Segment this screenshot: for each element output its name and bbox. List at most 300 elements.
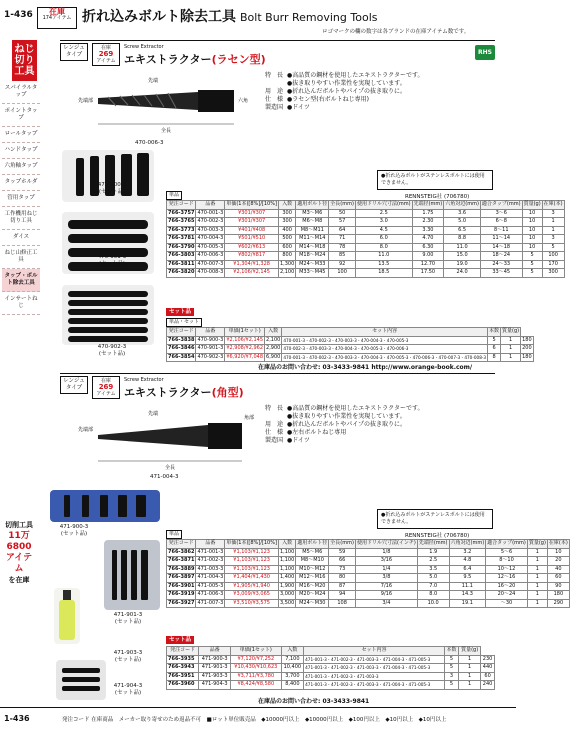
order-code-cell[interactable]: 766-3901 [168, 582, 195, 589]
photo7-note: (セット品) [114, 690, 142, 696]
diagram-right-label: 六角 [238, 98, 249, 104]
table-cell: ¥401/¥408 [225, 226, 279, 235]
table-cell: M18～M24 [296, 252, 329, 261]
table-cell: 470-901-3 [197, 345, 224, 351]
table-cell: 1,100 [279, 557, 295, 563]
table-cell: 57 [329, 218, 356, 227]
table-cell: 1 [527, 565, 547, 574]
photo4-note: (セット品) [60, 531, 88, 537]
table-cell: ¥7,120/¥7,252 [231, 655, 282, 664]
table-cell: 471-006-3 [197, 591, 224, 597]
table-cell: 2,900 [266, 345, 281, 351]
table-row [167, 235, 565, 244]
table-header-row [167, 540, 570, 549]
section1-stock-box [92, 43, 120, 66]
order-code-cell[interactable]: 766-3919 [168, 591, 195, 597]
order-code-cell[interactable]: 766-3871 [168, 557, 195, 563]
spec-key: 仕 様 [265, 429, 284, 436]
photo3-caption [92, 344, 132, 358]
table-cell: 24.0 [444, 269, 481, 278]
set-photo-471-900 [50, 490, 160, 522]
table-cell: 10 [522, 209, 542, 218]
table-cell: 11.1 [449, 582, 486, 591]
table-cell: 5 [522, 260, 542, 269]
table-cell: 10 [547, 548, 569, 557]
table-cell: 470-001-3・470-002-3・470-003-3・470-004-3・470-005-3 [282, 336, 488, 345]
table-cell: 3/16 [355, 557, 417, 566]
table-cell: 170 [542, 260, 564, 269]
table-cell: 16～20 [486, 582, 528, 591]
table-cell: 59 [329, 548, 356, 557]
table-cell: ¥3,009/¥3,065 [225, 591, 279, 600]
table-header-cell: 品番 [196, 201, 225, 210]
order-code-cell[interactable]: 766-3960 [167, 681, 199, 690]
order-code-cell[interactable]: 766-3846 [168, 345, 195, 351]
spec-row [265, 405, 424, 413]
table-row [167, 557, 570, 566]
table-cell: 300 [278, 218, 295, 227]
table-cell: 7.0 [417, 582, 449, 591]
table-cell: 5.0 [444, 218, 481, 227]
table-cell: 471-904-3 [199, 681, 231, 690]
table-cell: M24～M33 [296, 260, 329, 269]
spec-row [265, 413, 424, 421]
table-row [167, 582, 570, 591]
extractor-set-image [62, 285, 154, 345]
table-cell: 1 [527, 582, 547, 591]
table-cell: M14～M18 [296, 243, 329, 252]
sidebar-item[interactable]: タップホルダ [2, 175, 40, 191]
table-cell: 1 [459, 681, 481, 690]
photo6-code: 471-903-3 [113, 650, 143, 656]
order-code-cell[interactable]: 766-3951 [167, 672, 199, 681]
spec-key: 製造国 [265, 437, 284, 444]
table-cell: M10～M12 [296, 565, 329, 574]
table-cell: 12～16 [486, 574, 528, 583]
table-cell: 3,700 [281, 672, 304, 681]
section1-title-main: エキストラクター [124, 53, 212, 66]
order-code-cell[interactable]: 766-3854 [168, 353, 195, 360]
order-code-cell[interactable]: 766-3757 [168, 209, 195, 216]
table-header-row [167, 328, 534, 337]
extractor-set-image [104, 540, 160, 610]
table-cell: 3 [444, 672, 458, 681]
section2-title-main: エキストラクター [124, 386, 212, 399]
table-cell: 471-001-3・471-002-3・471-003-3・471-004-3・471-005-3 [304, 664, 445, 673]
table-row [167, 664, 495, 673]
table-cell: 100 [329, 269, 356, 278]
table-header-cell: 在庫(本) [548, 540, 568, 546]
table-cell: 90 [547, 582, 569, 591]
table-cell: 94 [329, 591, 356, 600]
table-cell: 10,400 [281, 664, 304, 673]
table-cell: 13.5 [355, 260, 412, 269]
order-code-cell[interactable]: 766-3862 [168, 548, 195, 555]
table-cell: 1.9 [417, 548, 449, 557]
table-cell: 2,100 [279, 269, 295, 275]
spec-value: ●左右ボルトねじ専用 [287, 429, 347, 436]
table-cell: M33～M45 [296, 269, 329, 278]
table-cell: 60 [481, 672, 495, 681]
table-cell: 2.5 [417, 557, 449, 566]
spec-key: 仕 様 [265, 96, 284, 103]
table-cell: 10～12 [486, 565, 528, 574]
sidebar [0, 40, 42, 315]
table-cell: 5 [444, 664, 458, 673]
table-row [167, 548, 570, 557]
section2-stock-count: 269 [98, 383, 114, 391]
bottle-image [54, 588, 80, 644]
table-cell: 470-001-3 [197, 209, 224, 216]
diagram-length-label: 全長 [160, 128, 172, 134]
contact-url[interactable]: http://www.orange-book.com/ [371, 364, 473, 371]
table-cell: 471-001-3・471-002-3・471-003-3・471-004-3・471-005-3 [304, 655, 445, 664]
section2-stock-unit: アイテム [96, 391, 116, 397]
photo4-code: 471-900-3 [59, 524, 89, 530]
table-cell: 3.6 [444, 209, 481, 218]
table-header-cell: 六角対辺(mm) [450, 540, 485, 546]
diagram2-length-label: 全長 [164, 465, 176, 471]
order-code-cell[interactable]: 766-3781 [168, 235, 195, 241]
table-cell: 3,500 [279, 599, 295, 606]
table-cell: 600 [278, 243, 295, 252]
table-cell: 1 [542, 218, 564, 227]
table-cell: 471-004-3 [197, 574, 224, 580]
order-code-cell[interactable]: 766-3935 [167, 655, 199, 664]
section1-title-en: Screw Extractor [124, 44, 164, 50]
table-header-cell: 使用ドリル穴寸法(mm) [356, 201, 411, 207]
table-cell: 1,300 [279, 260, 295, 267]
order-code-cell[interactable]: 766-3889 [168, 565, 195, 572]
photo6-caption [104, 650, 152, 664]
table-cell: ¥1,905/¥1,940 [225, 582, 279, 591]
section1-brand-line: RENNSTEIG社 (706780) [405, 194, 470, 200]
spec-key: 用 途 [265, 421, 284, 428]
table-cell: 1.75 [412, 209, 444, 218]
table-cell: 3 [542, 235, 564, 244]
spec-row [265, 88, 424, 96]
table-cell: 18.5 [355, 269, 412, 278]
table-cell: 10 [522, 243, 542, 252]
section1-type-label: レンジュタイプ [60, 43, 88, 61]
brand-note: ロゴマークの欄の数字は各ブランドの在庫アイテム数です。 [322, 29, 470, 35]
table-cell: ～30 [486, 599, 528, 608]
sidebar-item[interactable]: タップ・ボルト除去工具 [2, 269, 40, 292]
footer-legend: 発注コード 在庫商品 メーカー取り寄せのため返品不可 ■ロット単位販売品 ◆10000円以上 ◆10000円以上 ◆100円以上 ◆10円以上 ◆10円以上 [62, 717, 447, 723]
spec-row [265, 96, 424, 104]
table-cell: 5 [522, 269, 542, 278]
table-cell: 1 [459, 655, 481, 664]
table-header-cell: 入数 [265, 328, 282, 337]
table-cell: 19.1 [449, 599, 486, 608]
order-code-cell[interactable]: 766-3773 [168, 226, 195, 233]
table-cell: 108 [329, 599, 356, 608]
table-row [167, 565, 570, 574]
photo3-code: 470-902-3 [97, 344, 127, 350]
table-cell: 800 [278, 252, 295, 261]
table-cell: 50 [329, 209, 356, 218]
table-cell: 4.5 [355, 226, 412, 235]
section2-title [124, 384, 244, 400]
table-cell: 8～11 [480, 226, 522, 235]
table-cell: 5 [444, 681, 458, 690]
order-code-cell[interactable]: 766-3803 [168, 252, 195, 258]
order-code-cell[interactable]: 766-3790 [168, 243, 195, 250]
photo7-caption [104, 683, 152, 697]
table-header-cell: 六角対辺(mm) [445, 201, 479, 207]
order-code-cell[interactable]: 766-3838 [168, 336, 195, 343]
sidebar-item[interactable]: 六角軸タップ [2, 159, 40, 175]
section1-specs [265, 72, 424, 112]
category-badge-line1: 在庫 [49, 7, 65, 16]
table-cell: 40 [547, 565, 569, 574]
table-row [167, 336, 534, 345]
table-cell: 8.8 [444, 235, 481, 244]
table-cell: 3.2 [449, 548, 486, 557]
table-header-cell: 発注コード [167, 647, 199, 656]
table-cell: M16～M20 [296, 582, 329, 591]
sidebar-items [0, 81, 42, 315]
order-code-cell[interactable]: 766-3765 [168, 218, 195, 224]
table-cell: 1 [527, 574, 547, 583]
spec-value: ●高品質の鋼材を使用したエキストラクターです。 [287, 405, 424, 412]
table-cell: 471-005-3 [197, 582, 224, 589]
section1-stock-label: 在庫 [100, 45, 111, 51]
section2-heading [60, 373, 495, 399]
table-cell: 3.30 [412, 226, 444, 235]
photo5-code: 471-901-3 [113, 612, 143, 618]
photo2-note: (セット品) [98, 261, 126, 267]
spec-value: ●ドイツ [287, 437, 310, 444]
table-cell: 470-006-3 [197, 252, 224, 258]
table-row [167, 599, 570, 608]
table-cell: 6 [488, 345, 501, 354]
table-cell: 1 [501, 345, 521, 354]
table-cell: 471-901-3 [199, 664, 231, 673]
table-cell: ¥1,103/¥1,123 [225, 548, 279, 557]
spec-value: ●ラセン型(右ボルトねじ専用) [287, 96, 369, 103]
table-row [167, 345, 534, 354]
table-cell: 33～45 [480, 269, 522, 278]
page-title [82, 6, 377, 26]
section1-title [124, 51, 266, 67]
table-cell: 470-902-3 [197, 353, 224, 360]
table-header-cell: 質量(g) [528, 540, 546, 546]
section2-set-tag: セット品 [166, 636, 194, 644]
footer-page-number: 1-436 [4, 714, 30, 723]
table-cell: 5～6 [486, 548, 528, 557]
sidebar-item[interactable]: スパイラルタップ [2, 81, 40, 104]
section1-stock-count: 269 [98, 50, 114, 58]
table-row [167, 269, 565, 278]
table-header-cell: 発注コード [167, 201, 196, 210]
table-row [167, 243, 565, 252]
table-cell: 19.0 [444, 260, 481, 269]
table-header-cell: 在庫(本) [543, 201, 563, 207]
set-photo-471-904 [56, 660, 106, 700]
table-cell: 92 [329, 260, 356, 269]
table-header-cell: 本数 [489, 328, 500, 334]
section1-contact [258, 362, 472, 371]
table-cell: 9.5 [449, 574, 486, 583]
sidebar-item[interactable]: インサートねじ [2, 292, 40, 315]
table-cell: ¥2,106/¥2,145 [225, 269, 279, 278]
table-cell: 1/4 [355, 565, 417, 574]
table-header-cell: 先端径(mm) [418, 540, 448, 546]
table-cell: 1 [542, 226, 564, 235]
spec-value: ●ドイツ [287, 104, 310, 111]
table-cell: 3/4 [355, 599, 417, 608]
table-header-cell: セット内容 [304, 647, 445, 656]
spec-row [265, 80, 424, 88]
table-cell: 2.5 [355, 209, 412, 218]
set-photo-471-903 [54, 588, 80, 644]
table-cell: 300 [278, 209, 295, 218]
diagram-left-label: 先端部 [78, 98, 94, 104]
spec-key [265, 413, 287, 421]
spec-value: ●抜き取りやすい作業性を実現しています。 [287, 80, 406, 87]
spec-row [265, 104, 424, 112]
diagram1-code: 470-006-3 [135, 140, 164, 146]
section1-stock-unit: アイテム [96, 58, 116, 64]
spec-key: 用 途 [265, 88, 284, 95]
table-cell: 440 [481, 664, 495, 673]
table-cell: 3/8 [355, 574, 417, 583]
sidebar-item[interactable]: ロールタップ [2, 127, 40, 143]
page-title-jp: 折れ込みボルト除去工具 [82, 9, 236, 25]
order-code-cell[interactable]: 766-3811 [168, 260, 195, 267]
sidebar-item[interactable]: ねじ山修正工具 [2, 246, 40, 269]
section2-brand-line: RENNSTEIG社 (706780) [405, 533, 470, 539]
table-cell: 6.5 [444, 226, 481, 235]
table-cell: 2.30 [412, 218, 444, 227]
table-cell: 8 [488, 353, 501, 362]
spec-row [265, 72, 424, 80]
table-cell: ¥6,920/¥7,048 [226, 353, 264, 360]
table-cell: 6.30 [412, 243, 444, 252]
sidebar-head: ねじ切り工具 [12, 40, 37, 81]
table-header-cell: 品番 [196, 540, 225, 549]
table-cell: 471-903-3 [199, 672, 231, 681]
section2-stock-label: 在庫 [100, 378, 111, 384]
table-cell: 5 [444, 655, 458, 664]
diagram-tip-label: 先端 [148, 78, 159, 84]
table-cell: 17.50 [412, 269, 444, 278]
table-header-cell: 単価(1本)[8%]/[10%] [226, 540, 277, 546]
table-header-cell: 本数 [444, 647, 458, 656]
contact-phone: 在庫品のお問い合わせ: 03-3433-9841 [258, 364, 370, 371]
order-code-cell[interactable]: 766-3820 [168, 269, 195, 275]
table-cell: 471-002-3 [197, 557, 224, 563]
table-row [167, 655, 495, 664]
sidebar-item[interactable]: 管用タップ [2, 191, 40, 207]
section1-set-tag: セット品 [166, 308, 194, 316]
table-cell: M24～M30 [296, 599, 329, 608]
table-cell: 1,400 [279, 574, 295, 580]
table-cell: 9.00 [412, 252, 444, 261]
category-badge-line2: 174アイテム [42, 15, 72, 21]
table-header-cell: 品番 [196, 328, 225, 337]
table-cell: 8.0 [355, 243, 412, 252]
table-row [167, 574, 570, 583]
table-cell: 3.0 [355, 218, 412, 227]
table-cell: 470-008-3 [197, 269, 224, 275]
category-badge [37, 7, 77, 29]
photo7-code: 471-904-3 [113, 683, 143, 689]
table-cell: 80 [329, 574, 356, 583]
table-cell: 470-005-3 [197, 243, 224, 250]
table-cell: 1 [527, 557, 547, 566]
table-cell: 3～6 [480, 209, 522, 218]
table-cell: 1 [459, 672, 481, 681]
table-header-cell: 入数 [278, 201, 295, 210]
table-cell: 6,900 [266, 353, 281, 360]
table-cell: 78 [329, 243, 356, 252]
sidebar-item[interactable]: ハンドタップ [2, 143, 40, 159]
table-cell: 4.8 [449, 557, 486, 566]
table-cell: 1,900 [279, 582, 295, 589]
sidebar-item[interactable]: ポイントタップ [2, 104, 40, 127]
table-cell: 1,100 [279, 565, 295, 572]
diagram2-right-label: 角部 [244, 415, 255, 421]
section1-set-table-tag: 単品・セット [166, 318, 202, 327]
table-cell: 471-001-3・471-002-3・471-003-3 [304, 672, 445, 681]
brand-logo: RHS [475, 45, 495, 60]
order-code-cell[interactable]: 766-3927 [168, 599, 195, 606]
table-cell: M8～M10 [296, 557, 329, 566]
table-cell: 180 [522, 336, 532, 343]
table-cell: 470-900-3 [197, 336, 224, 343]
table-cell: 1 [501, 353, 521, 362]
table-cell: 6.4 [449, 565, 486, 574]
table-cell: 11.0 [444, 243, 481, 252]
table-row [167, 681, 495, 690]
page-header [0, 0, 516, 36]
sidebar-item[interactable]: 工作機用ねじ切り工具 [2, 207, 40, 230]
sidebar-promo-line1: 切削工具 [5, 521, 33, 529]
table-cell: 230 [481, 655, 495, 664]
table-cell: ¥1,103/¥1,123 [225, 565, 279, 574]
section2-specs [265, 405, 424, 445]
table-cell: ¥602/¥613 [225, 243, 279, 252]
order-code-cell[interactable]: 766-3943 [167, 664, 199, 673]
table-cell: ¥1,404/¥1,430 [225, 574, 279, 583]
sidebar-item[interactable]: ダイス [2, 230, 40, 246]
table-row [167, 209, 565, 218]
set-photo-471-901 [104, 540, 160, 610]
table-cell: 471-001-3・471-002-3・471-003-3・471-004-3・471-005-3 [304, 681, 445, 690]
table-cell: ¥301/¥307 [225, 218, 279, 227]
table-cell: 3,000 [279, 591, 295, 597]
table-cell: 14～18 [480, 243, 522, 252]
sidebar-promo [4, 520, 34, 586]
table-header-cell: 使用ドリル穴寸法(インチ) [356, 540, 416, 546]
photo3-note: (セット品) [98, 351, 126, 357]
table-cell: 10 [522, 218, 542, 227]
section1-set-table [166, 327, 534, 362]
table-cell: 8.0 [417, 591, 449, 600]
order-code-cell[interactable]: 766-3897 [168, 574, 195, 580]
table-cell: 73 [329, 565, 356, 574]
table-cell: 1/8 [355, 548, 417, 557]
spec-row [265, 429, 424, 437]
table-cell: ¥3,510/¥3,575 [225, 599, 279, 608]
table-cell: 471-001-3 [197, 548, 224, 555]
table-header-cell: 発注コード [167, 540, 196, 549]
table-cell: 3.5 [417, 565, 449, 574]
table-cell: 15.0 [444, 252, 481, 261]
table-cell: 1,100 [279, 548, 295, 555]
